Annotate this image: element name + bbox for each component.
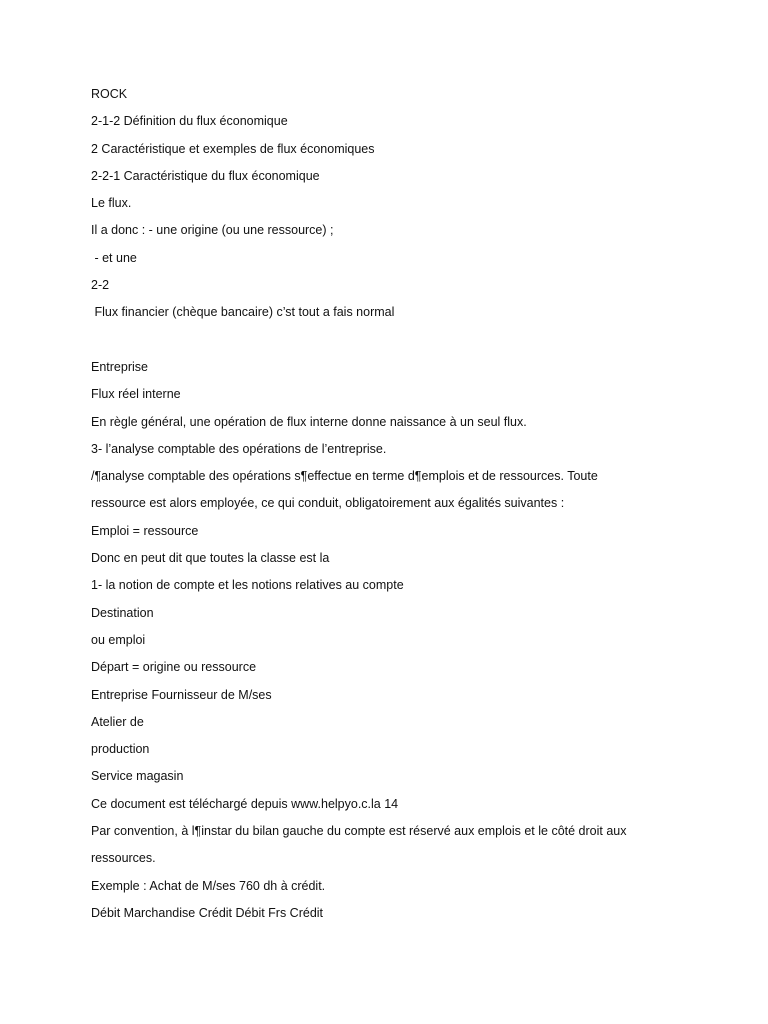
text-line: 3- l’analyse comptable des opérations de l’entreprise. xyxy=(91,441,387,456)
text-line: Service magasin xyxy=(91,769,184,784)
text-line: Il a donc : - une origine (ou une ressource) ; xyxy=(91,223,334,238)
text-line: production xyxy=(91,742,150,757)
text-line: ou emploi xyxy=(91,632,146,647)
text-line: Le flux. xyxy=(91,196,132,211)
text-line: Atelier de xyxy=(91,714,144,729)
text-line: Entreprise Fournisseur de M/ses xyxy=(91,687,272,702)
text-line: Flux réel interne xyxy=(91,387,181,402)
text-line: Donc en peut dit que toutes la classe est la xyxy=(91,551,330,566)
document-body xyxy=(91,84,731,930)
text-line: Entreprise xyxy=(91,359,148,374)
text-line: Flux financier (chèque bancaire) c’st tout a fais normal xyxy=(91,305,395,320)
text-line: ressource est alors employée, ce qui conduit, obligatoirement aux égalités suivantes : xyxy=(91,496,565,511)
text-line: 1- la notion de compte et les notions relatives au compte xyxy=(91,578,404,593)
text-line: /¶analyse comptable des opérations s¶effectue en terme d¶emplois et de ressources. Toute xyxy=(91,469,598,484)
text-line: 2-2-1 Caractéristique du flux économique xyxy=(91,168,320,183)
blank-line xyxy=(91,330,731,357)
text-line: Départ = origine ou ressource xyxy=(91,660,257,675)
text-line: Exemple : Achat de M/ses 760 dh à crédit. xyxy=(91,878,326,893)
text-line: En règle général, une opération de flux interne donne naissance à un seul flux. xyxy=(91,414,527,429)
text-line: Emploi = ressource xyxy=(91,523,199,538)
text-line: ressources. xyxy=(91,851,156,866)
text-line: Destination xyxy=(91,605,154,620)
text-line: Ce document est téléchargé depuis www.helpyo.c.la 14 xyxy=(91,796,399,811)
text-line: - et une xyxy=(91,250,137,265)
text-line: Par convention, à l¶instar du bilan gauche du compte est réservé aux emplois et le côté droit aux xyxy=(91,824,627,839)
text-line: ROCK xyxy=(91,87,128,101)
text-line: 2-1-2 Définition du flux économique xyxy=(91,114,288,129)
text-line: Débit Marchandise Crédit Débit Frs Crédit xyxy=(91,905,324,920)
text-line: 2 Caractéristique et exemples de flux économiques xyxy=(91,141,375,156)
text-line: 2-2 xyxy=(91,278,110,293)
